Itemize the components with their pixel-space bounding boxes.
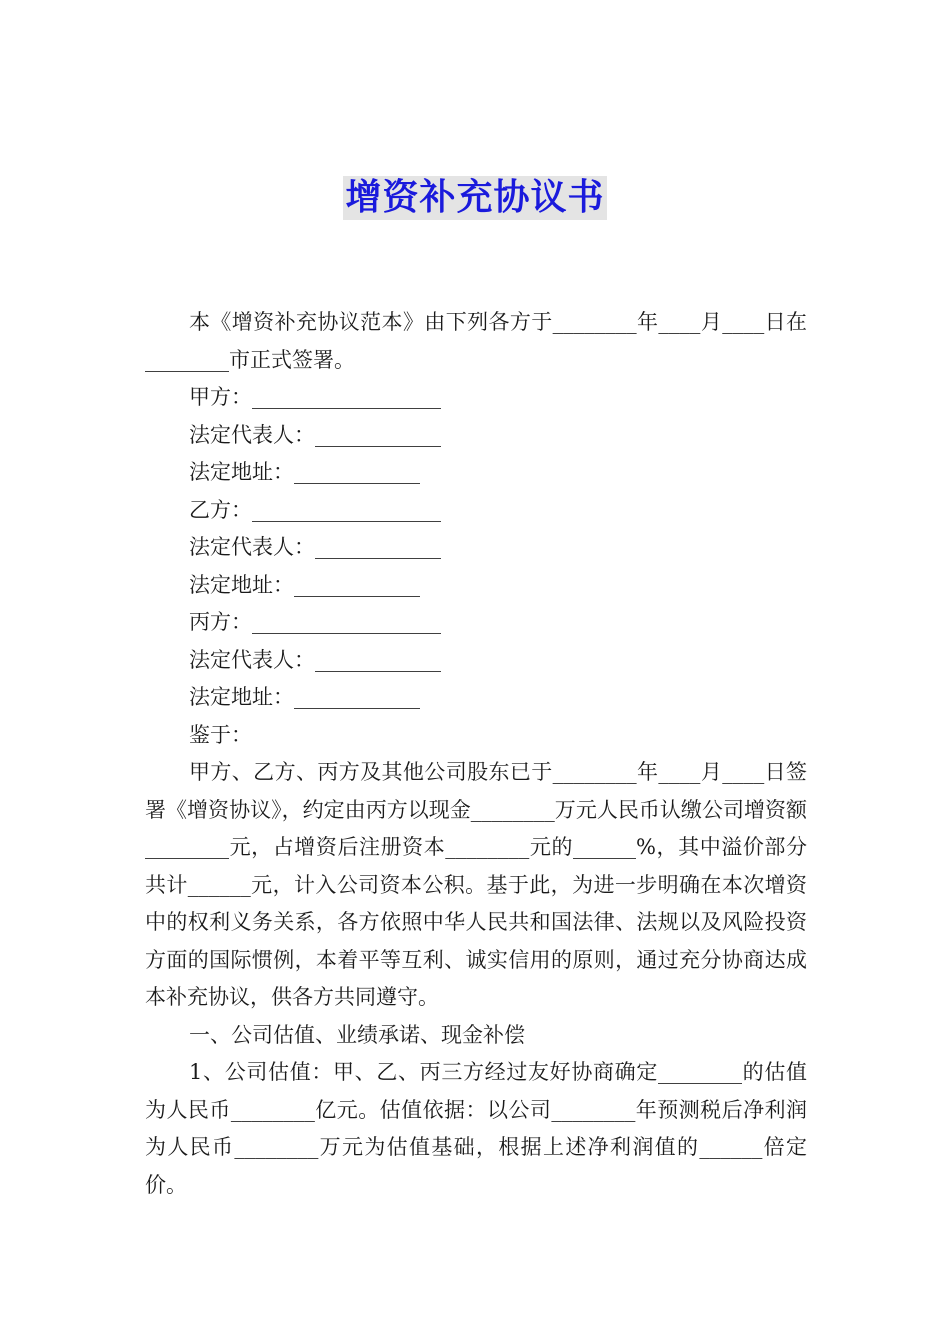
party-a-address-line: 法定地址：____________ <box>189 460 420 484</box>
party-b-line: 乙方：__________________ <box>189 497 441 522</box>
title-container <box>0 176 950 220</box>
whereas-label: 鉴于： <box>189 722 252 747</box>
party-c-address-line: 法定地址：____________ <box>189 685 420 709</box>
party-a-representative-line: 法定代表人：____________ <box>189 422 441 447</box>
whereas-paragraph: 甲方、乙方、丙方及其他公司股东已于________年____月____日签署《增资协议》，约定由丙方以现金________万元人民币认缴公司增资额________元，占增资后注册资本________元的______%，其中溢价部分共计______元，计入公司资本公积。基于此，为进一步明确在本次增资中的权利义务关系，各方依照中华人民共和国法律、法规以及风险投资方面的国际惯例，本着平等互利、诚实信用的原则，通过充分协商达成本补充协议，供各方共同遵守。 <box>145 760 807 1009</box>
party-b-representative-line: 法定代表人：____________ <box>189 535 441 559</box>
document-body <box>145 304 807 1204</box>
party-c-representative-line: 法定代表人：____________ <box>189 647 441 672</box>
intro-paragraph: 本《增资补充协议范本》由下列各方于________年____月____日在________市正式签署。 <box>145 310 807 372</box>
party-b-address-line: 法定地址：____________ <box>189 572 420 597</box>
document-title: 增资补充协议书 <box>345 177 605 218</box>
section-heading: 一、公司估值、业绩承诺、现金补偿 <box>189 1022 525 1047</box>
clause-1-paragraph: 1、公司估值：甲、乙、丙三方经过友好协商确定________的估值为人民币________亿元。估值依据：以公司________年预测税后净利润为人民币________万元为估值基础，根据上述净利润值的______倍定价。 <box>145 1060 807 1197</box>
party-c-line: 丙方：__________________ <box>189 610 441 634</box>
party-a-line: 甲方：__________________ <box>189 385 441 409</box>
